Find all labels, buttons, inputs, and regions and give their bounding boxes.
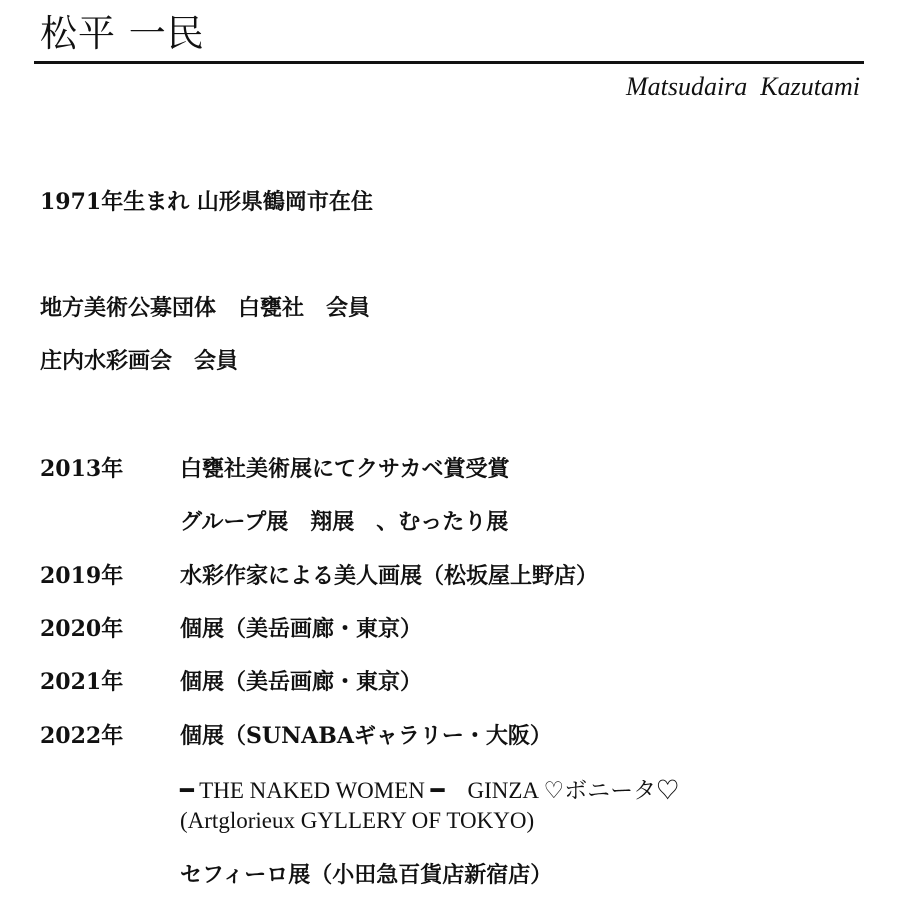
birth-residence: 1971年生まれ 山形県鶴岡市在住 (40, 189, 373, 215)
history-year: 2020年 (40, 616, 124, 642)
history-event: 個展（SUNABAギャラリー・大阪） (180, 723, 552, 749)
history-event: ━ THE NAKED WOMEN ━ GINZA ♡ボニータ♡ (180, 778, 680, 803)
history-year: 2022年 (40, 723, 124, 749)
artist-name-japanese: 松平 一民 (40, 12, 205, 55)
membership-hakuousha: 地方美術公募団体 白甕社 会員 (40, 295, 371, 321)
history-event: 個展（美岳画廊・東京） (180, 616, 423, 642)
history-event: セフィーロ展（小田急百貨店新宿店） (180, 862, 553, 888)
history-year: 2021年 (40, 669, 124, 695)
history-event: グループ展 翔展 、むったり展 (180, 509, 509, 535)
history-event: 白甕社美術展にてクサカベ賞受賞 (180, 456, 510, 482)
history-year: 2013年 (40, 456, 124, 482)
title-divider (34, 61, 864, 64)
artist-name-romanized: Matsudaira Kazutami (625, 72, 860, 101)
membership-shonai: 庄内水彩画会 会員 (40, 348, 239, 374)
history-event: (Artglorieux GYLLERY OF TOKYO) (180, 808, 535, 833)
history-event: 個展（美岳画廊・東京） (180, 669, 423, 695)
history-year: 2019年 (40, 563, 124, 589)
history-event: 水彩作家による美人画展（松坂屋上野店） (180, 563, 599, 589)
